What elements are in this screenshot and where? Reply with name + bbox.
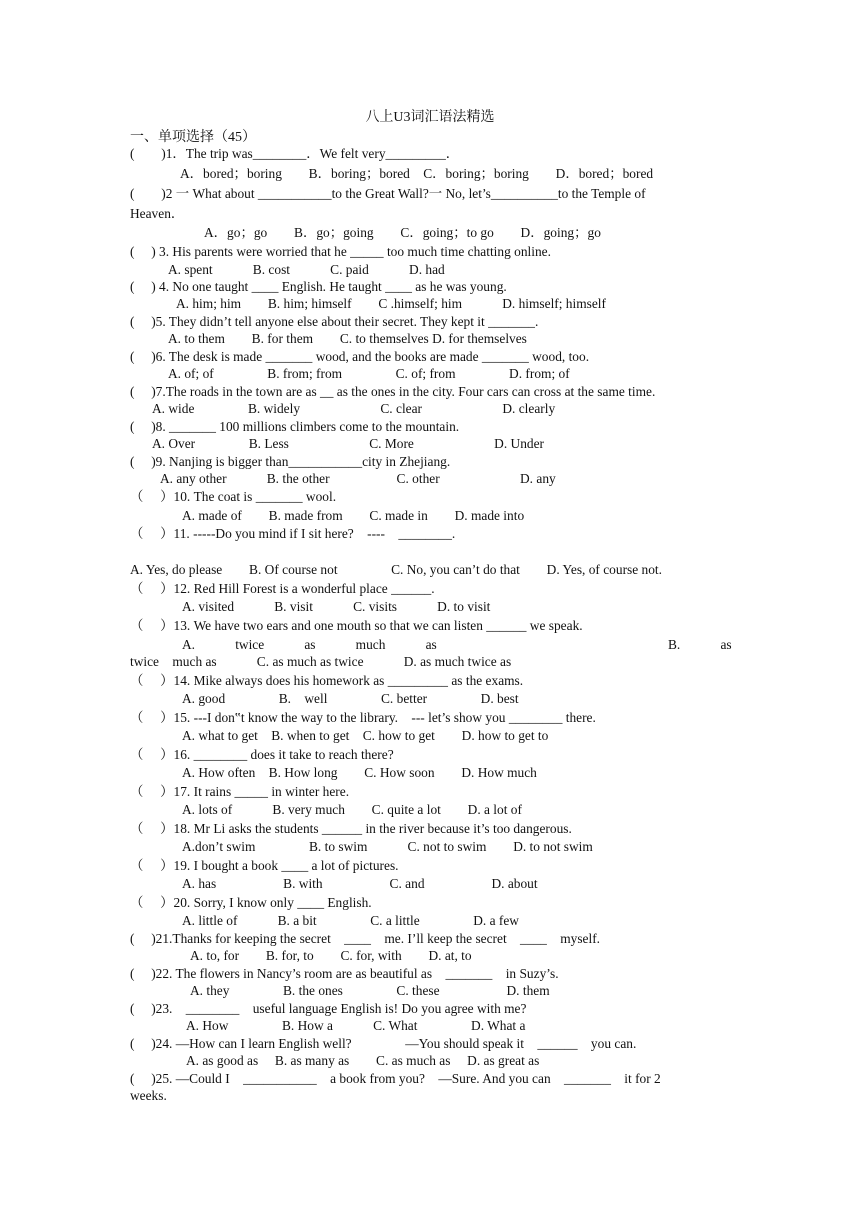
- question-2: ( )2 一 What about ___________to the Great Wall?一 No, let’s__________to the Temple of: [130, 186, 646, 201]
- question-2-cont: Heaven．: [130, 206, 185, 221]
- question-10: （ ）10. The coat is _______ wool.: [130, 489, 337, 504]
- question-5: ( )5. They didn’t tell anyone else about their secret. They kept it _______.: [130, 314, 539, 329]
- question-14: （ ）14. Mike always does his homework as _________ as the exams.: [130, 673, 524, 688]
- options-17: A. lots of B. very much C. quite a lot D. a lot of: [182, 802, 522, 817]
- question-3: ( ) 3. His parents were worried that he _____ too much time chatting online.: [130, 244, 551, 259]
- question-25-cont: weeks.: [130, 1088, 167, 1103]
- question-19: （ ）19. I bought a book ____ a lot of pictures.: [130, 858, 399, 873]
- question-12: （ ）12. Red Hill Forest is a wonderful place ______.: [130, 581, 435, 596]
- section-heading: 一、单项选择（45）: [130, 130, 256, 145]
- options-3: A. spent B. cost C. paid D. had: [168, 262, 445, 277]
- question-4: ( ) 4. No one taught ____ English. He taught ____ as he was young.: [130, 279, 507, 294]
- options-23: A. How B. How a C. What D. What a: [186, 1018, 526, 1033]
- options-18: A.don’t swim B. to swim C. not to swim D. to not swim: [182, 839, 593, 854]
- question-8: ( )8. _______ 100 millions climbers come to the mountain.: [130, 419, 460, 434]
- options-4: A. him; him B. him; himself C .himself; him D. himself; himself: [176, 296, 606, 311]
- question-7: ( )7.The roads in the town are as __ as the ones in the city. Four cars can cross at the same time.: [130, 384, 656, 399]
- options-12: A. visited B. visit C. visits D. to visit: [182, 599, 491, 614]
- options-5: A. to them B. for them C. to themselves D. for themselves: [168, 331, 527, 346]
- question-11: （ ）11. -----Do you mind if I sit here? ---- ________.: [130, 526, 456, 541]
- options-24: A. as good as B. as many as C. as much as D. as great as: [186, 1053, 540, 1068]
- question-18: （ ）18. Mr Li asks the students ______ in the river because it’s too dangerous.: [130, 821, 572, 836]
- question-24: ( )24. —How can I learn English well? —You should speak it ______ you can.: [130, 1036, 637, 1051]
- options-16: A. How often B. How long C. How soon D. How much: [182, 765, 537, 780]
- question-20: （ ）20. Sorry, I know only ____ English.: [130, 895, 372, 910]
- question-17: （ ）17. It rains _____ in winter here.: [130, 784, 350, 799]
- page-title: 八上U3词汇语法精选: [365, 110, 495, 125]
- options-10: A. made of B. made from C. made in D. made into: [182, 508, 525, 523]
- question-25: ( )25. —Could I ___________ a book from you? —Sure. And you can _______ it for 2: [130, 1071, 661, 1086]
- options-15: A. what to get B. when to get C. how to get D. how to get to: [182, 728, 549, 743]
- options-13-a: A. twice as much as: [182, 637, 437, 652]
- question-6: ( )6. The desk is made _______ wood, and the books are made _______ wood, too.: [130, 349, 590, 364]
- options-14: A. good B. well C. better D. best: [182, 691, 519, 706]
- options-9: A. any other B. the other C. other D. any: [160, 471, 556, 486]
- question-23: ( )23. ________ useful language English is! Do you agree with me?: [130, 1001, 527, 1016]
- options-13-cont: twice much as C. as much as twice D. as much twice as: [130, 654, 512, 669]
- options-7: A. wide B. widely C. clear D. clearly: [152, 401, 556, 416]
- question-22: ( )22. The flowers in Nancy’s room are as beautiful as _______ in Suzy’s.: [130, 966, 559, 981]
- options-8: A. Over B. Less C. More D. Under: [152, 436, 545, 451]
- question-1: ( )1．The trip was________．We felt very_________．: [130, 146, 460, 161]
- options-22: A. they B. the ones C. these D. them: [190, 983, 550, 998]
- options-1: A．bored；boring B．boring；bored C．boring；boring D．bored；bored: [180, 166, 654, 181]
- options-19: A. has B. with C. and D. about: [182, 876, 538, 891]
- options-21: A. to, for B. for, to C. for, with D. at, to: [190, 948, 472, 963]
- question-9: ( )9. Nanjing is bigger than___________city in Zhejiang.: [130, 454, 451, 469]
- options-6: A. of; of B. from; from C. of; from D. from; of: [168, 366, 570, 381]
- options-11: A. Yes, do please B. Of course not C. No, you can’t do that D. Yes, of course not.: [130, 562, 662, 577]
- question-15: （ ）15. ---I don‟t know the way to the library. --- let’s show you ________ there.: [130, 710, 596, 725]
- options-20: A. little of B. a bit C. a little D. a few: [182, 913, 519, 928]
- question-21: ( )21.Thanks for keeping the secret ____ me. I’ll keep the secret ____ myself.: [130, 931, 601, 946]
- question-16: （ ）16. ________ does it take to reach there?: [130, 747, 394, 762]
- options-13-b: B. as: [668, 637, 732, 652]
- question-13: （ ）13. We have two ears and one mouth so that we can listen ______ we speak.: [130, 618, 583, 633]
- options-2: A．go；go B．go；going C．going；to go D．going；go: [204, 225, 601, 240]
